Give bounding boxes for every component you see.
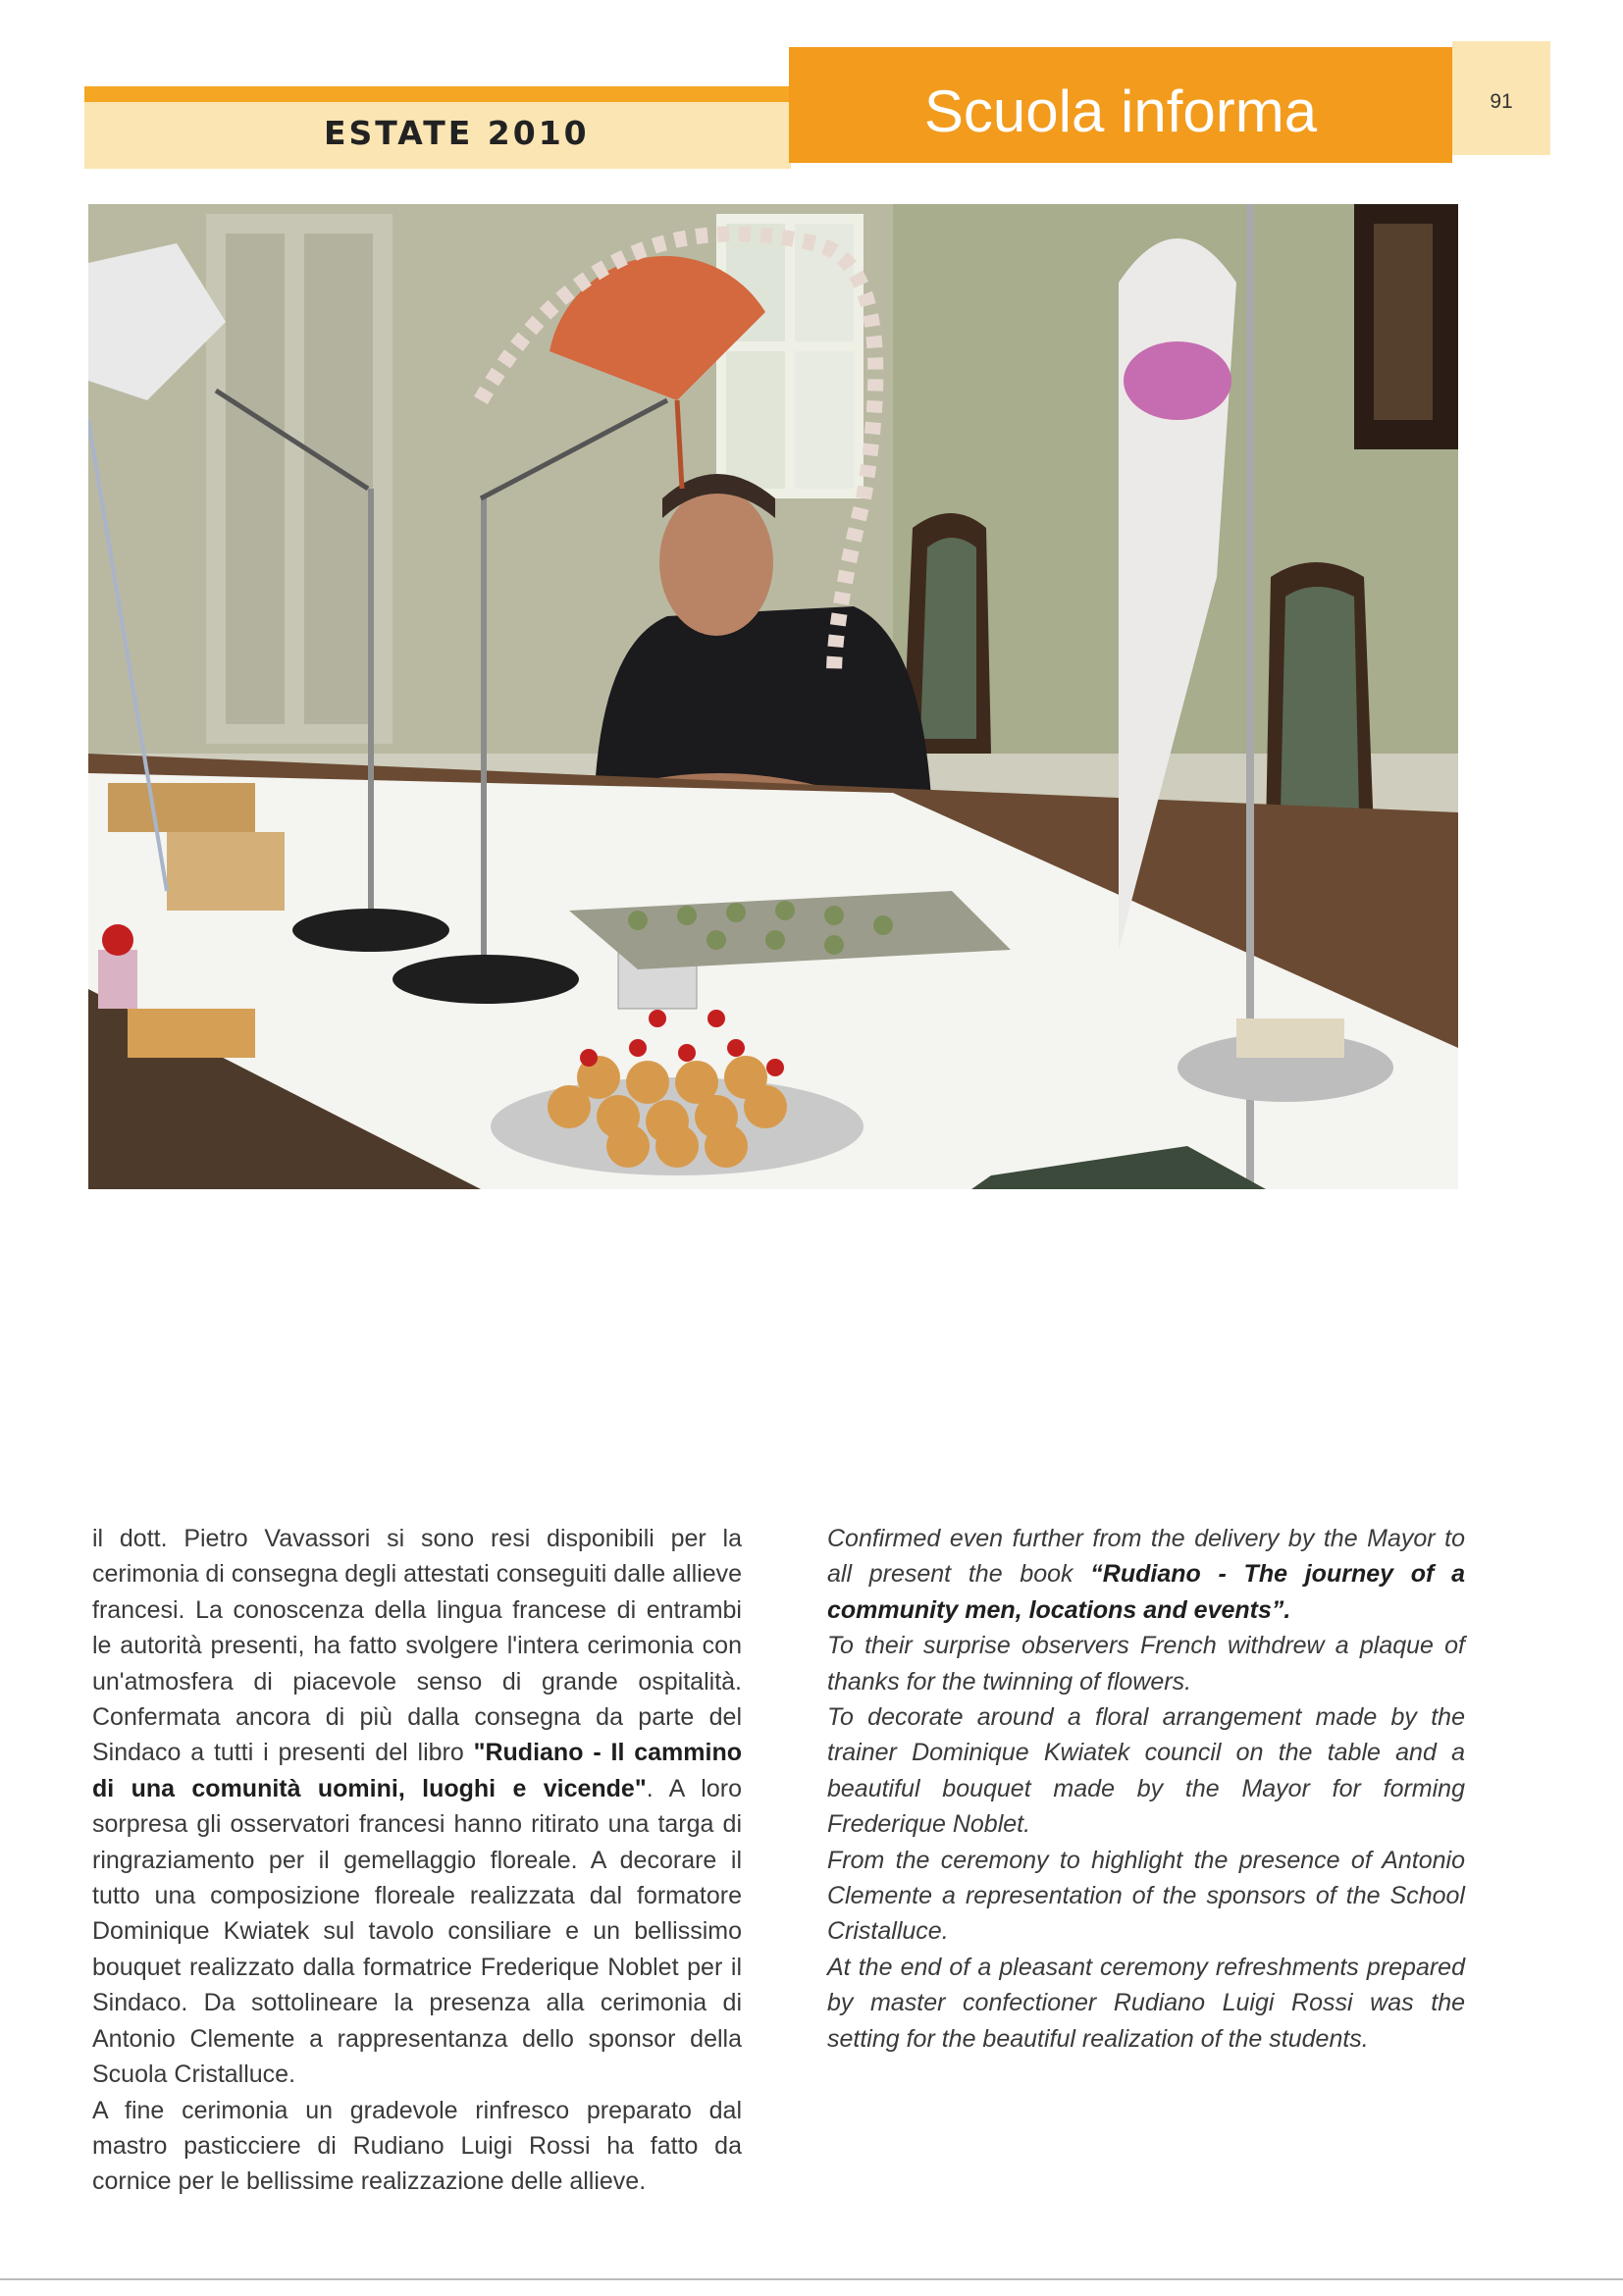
article-english-paragraph-2: To their surprise observers French withdrew a plaque of thanks for the twinning of flowers. bbox=[827, 1632, 1465, 1696]
page-number: 91 bbox=[1490, 90, 1513, 113]
section-title: Scuola informa bbox=[923, 78, 1318, 144]
issue-season-label: ESTATE 2010 bbox=[324, 114, 590, 152]
article-english-paragraph-1 bbox=[827, 1521, 1465, 1628]
article-english-text: Confirmed even further from the delivery by the Mayor to all present the book bbox=[827, 1525, 1465, 1589]
photo-icon bbox=[88, 204, 1458, 1189]
article-english-paragraph-5: At the end of a pleasant ceremony refreshments prepared by master confectioner Rudiano Luigi Rossi was the setting for the beautiful realization of the students. bbox=[827, 1953, 1465, 2053]
article-italian-paragraph-1 bbox=[92, 1521, 742, 2093]
page-bottom-rule bbox=[0, 2278, 1623, 2280]
article-english-paragraph-3: To decorate around a floral arrangement made by the trainer Dominique Kwiatek council on the table and a beautiful bouquet made by the Mayor for forming Frederique Noblet. bbox=[827, 1703, 1465, 1839]
article-italian-text: il dott. Pietro Vavassori si sono resi disponibili per la cerimonia di consegna degli attestati conseguiti dalle allieve francesi. La conoscenza della lingua francese di entrambi le autorità presenti, ha fatto svolgere l'intera cerimonia con un'atmosfera di piacevole senso di grande ospitalità. Confermata ancora di più dalla consegna da parte del Sindaco a tutti i presenti del libro bbox=[92, 1525, 742, 1767]
article-italian-text: . A loro sorpresa gli osservatori francesi hanno ritirato una targa di ringraziamento per il gemellaggio floreale. A decorare il tutto una composizione floreale realizzata dal formatore Dominique Kwiatek sul tavolo consiliare e un bellissimo bouquet realizzato dalla formatrice Frederique Noblet per il Sindaco. Da sottolineare la presenza alla cerimonia di Antonio Clemente a rappresentanza dello sponsor della Scuola Cristalluce. bbox=[92, 1774, 742, 2089]
book-title-italian: "Rudiano - Il cammino di una comunità uomini, luoghi e vicende" bbox=[92, 1739, 742, 1802]
article-italian bbox=[92, 1521, 742, 2200]
article-english-paragraph-4: From the ceremony to highlight the presence of Antonio Clemente a representation of the sponsors of the School Cristalluce. bbox=[827, 1846, 1465, 1946]
article-english bbox=[827, 1521, 1465, 2057]
article-italian-paragraph-2: A fine cerimonia un gradevole rinfresco preparato dal mastro pasticciere di Rudiano Luigi Rossi ha fatto da cornice per le bellissime realizzazione delle allieve. bbox=[92, 2096, 742, 2196]
event-photo bbox=[88, 204, 1458, 1189]
book-title-english: “Rudiano - The journey of a community men, locations and events”. bbox=[827, 1560, 1465, 1624]
